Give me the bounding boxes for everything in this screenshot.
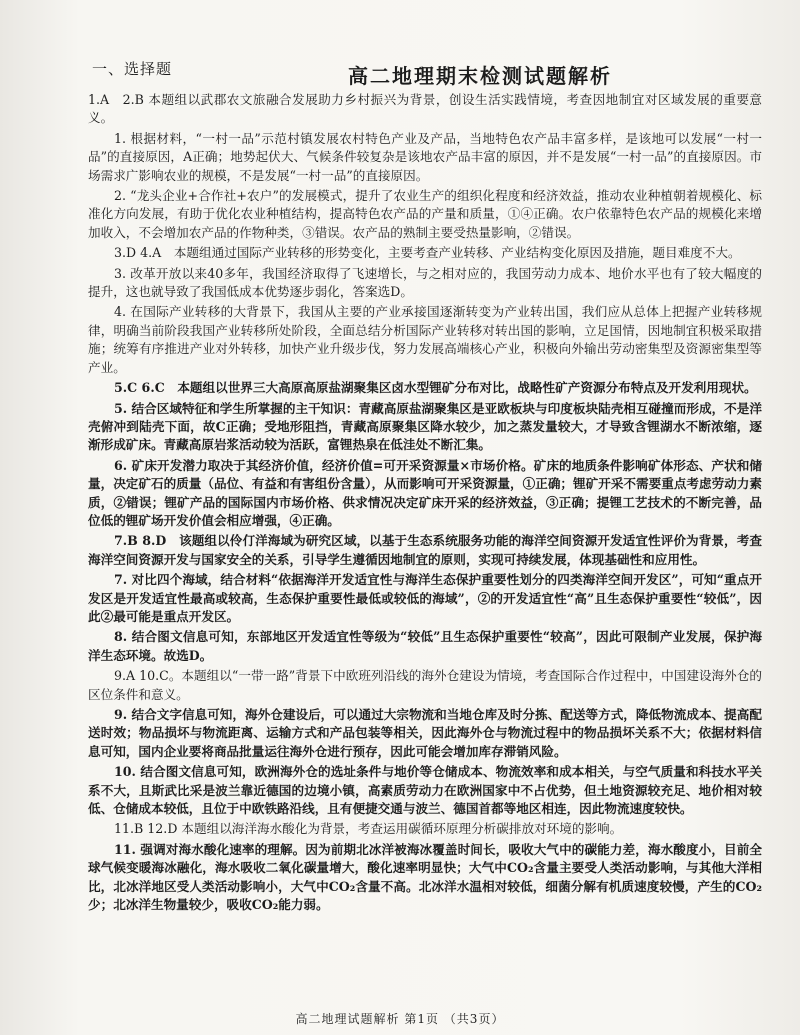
paragraph: 10. 结合图文信息可知，欧洲海外仓的选址条件与地价等仓储成本、物流效率和成本相关，与空气质量和科技水平关系不大，且斯武比采是波兰靠近德国的边境小镇，高素质劳动力在欧洲国家中不占优势，但土地资源较充足、地价相对较低、仓储成本较低，且位于中欧铁路沿线，且有便捷交通与波兰、德国首都等地区相连，因此物流速度较快。 (88, 764, 762, 817)
paragraph: 6. 矿床开发潜力取决于其经济价值，经济价值=可开采资源量×市场价格。矿床的地质条件影响矿体形态、产状和储量，决定矿石的质量（品位、有益和有害组份含量），从而影响可开采资源量，①正确；锂矿开采不需要重点考虑劳动力素质，②错误；锂矿产品的国际国内市场价格、供求情况决定矿床开采的经济效益，③正确；提锂工艺技术的不断完善，品位低的锂矿场开发价值会相应增强，④正确。 (88, 457, 762, 528)
paragraph: 11.B 12.D 本题组以海洋海水酸化为背景，考查运用碳循环原理分析碳排放对环境的影响。 (114, 821, 623, 837)
paragraph: 3.D 4.A 本题组通过国际产业转移的形势变化，主要考查产业转移、产业结构变化原因及措施，题目难度不大。 (114, 245, 741, 261)
paragraph: 9.A 10.C。本题组以“一带一路”背景下中欧班列沿线的海外仓建设为情境，考查国际合作过程中，中国建设海外仓的区位条件和意义。 (88, 668, 762, 702)
paragraph: 8. 结合图文信息可知，东部地区开发适宜性等级为“较低”且生态保护重要性“较高”，因此可限制产业发展，保护海洋生态环境。故选D。 (88, 629, 762, 663)
paragraph: 3. 改革开放以来40多年，我国经济取得了飞速增长，与之相对应的，我国劳动力成本、地价水平也有了较大幅度的提升，这也就导致了我国低成本优势逐步弱化，答案选D。 (88, 265, 762, 300)
paragraph: 11. 强调对海水酸化速率的理解。因为前期北冰洋被海冰覆盖时间长，吸收大气中的碳能力差，海水酸度小，目前全球气候变暖海冰融化，海水吸收二氧化碳量增大，酸化速率明显快；大气中CO₂含量主要受人类活动影响，与其他大洋相比，北冰洋地区受人类活动影响小，大气中CO₂含量不高。北冰洋水温相对较低，细菌分解有机质速度较慢，产生的CO₂少；北冰洋生物量较少，吸收CO₂能力弱。 (88, 841, 762, 913)
paragraph: 9. 结合文字信息可知，海外仓建设后，可以通过大宗物流和当地仓库及时分拣、配送等方式，降低物流成本、提高配送时效；物品损坏与物流距离、运输方式和产品包装等相关，因此海外仓与物流过程中的物品损坏关系不大；依据材料信息可知，国内企业要将商品批量运往海外仓进行预存，因此可能会增加库存滞销风险。 (88, 707, 762, 759)
paragraph: 2. “龙头企业+合作社+农户”的发展模式，提升了农业生产的组织化程度和经济效益，推动农业种植朝着规模化、标准化方向发展，有助于优化农业种植结构，提高特色农产品的产量和质量，①④正确。农户依靠特色农产品的规模化来增加收入，不会增加农产品的作物种类，③错误。农产品的熟制主要受热量影响，②错误。 (88, 188, 762, 240)
paragraph: 5.C 6.C 本题组以世界三大高原高原盐湖聚集区卤水型锂矿分布对比，战略性矿产资源分布特点及开发利用现状。 (114, 380, 757, 396)
page-title: 高二地理期末检测试题解析 (348, 64, 612, 88)
paragraph: 7.B 8.D 该题组以伶仃洋海域为研究区域，以基于生态系统服务功能的海洋空间资源开发适宜性评价为背景，考查海洋空间资源开发与国家安全的关系，引导学生遵循因地制宜的原则，实现可持续发展，体现基础性和应用性。 (88, 533, 762, 567)
page-footer: 高二地理试题解析 第1页 （共3页） (295, 1012, 505, 1026)
paragraph: 1. 根据材料，“一村一品”示范村镇发展农村特色产业及产品，当地特色农产品丰富多样，是该地可以发展“一村一品”的直接原因，A正确；地势起伏大、气候条件较复杂是该地农产品丰富的原因，并不是发展“一村一品”的直接原因。市场需求广影响农业的规模，不是发展“一村一品”的直接原因。 (88, 130, 762, 183)
section-label: 一、选择题 (92, 60, 173, 78)
paragraph: 5. 结合区域特征和学生所掌握的主干知识：青藏高原盐湖聚集区是亚欧板块与印度板块陆壳相互碰撞而形成，不是洋壳俯冲到陆壳下面，故C正确；受地形阻挡，青藏高原聚集区降水较少，加之蒸发量较大，才导致含锂湖水不断浓缩，逐渐形成矿床。青藏高原岩浆活动较为活跃，富锂热泉在低洼处不断汇集。 (88, 400, 762, 453)
document-body (88, 91, 762, 914)
paragraph: 1.A 2.B 本题组以武郡农文旅融合发展助力乡村振兴为背景，创设生活实践情境，考查因地制宜对区域发展的重要意义。 (88, 92, 762, 126)
paragraph: 7. 对比四个海域，结合材料“依据海洋开发适宜性与海洋生态保护重要性划分的四类海洋空间开发区”，可知“重点开发区是开发适宜性最高或较高，生态保护重要性最低或较低的海域”，②的开发适宜性“高”且生态保护重要性“较低”，因此②最可能是重点开发区。 (88, 572, 762, 624)
paragraph: 4. 在国际产业转移的大背景下，我国从主要的产业承接国逐渐转变为产业转出国，我们应从总体上把握产业转移规律，明确当前阶段我国产业转移所处阶段，全面总结分析国际产业转移对转出国的影响，立足国情，因地制宜积极采取措施；统筹有序推进产业对外转移，加快产业升级步伐，努力发展高端核心产业，积极向外输出劳动密集型及资源密集型等产业。 (88, 304, 762, 375)
